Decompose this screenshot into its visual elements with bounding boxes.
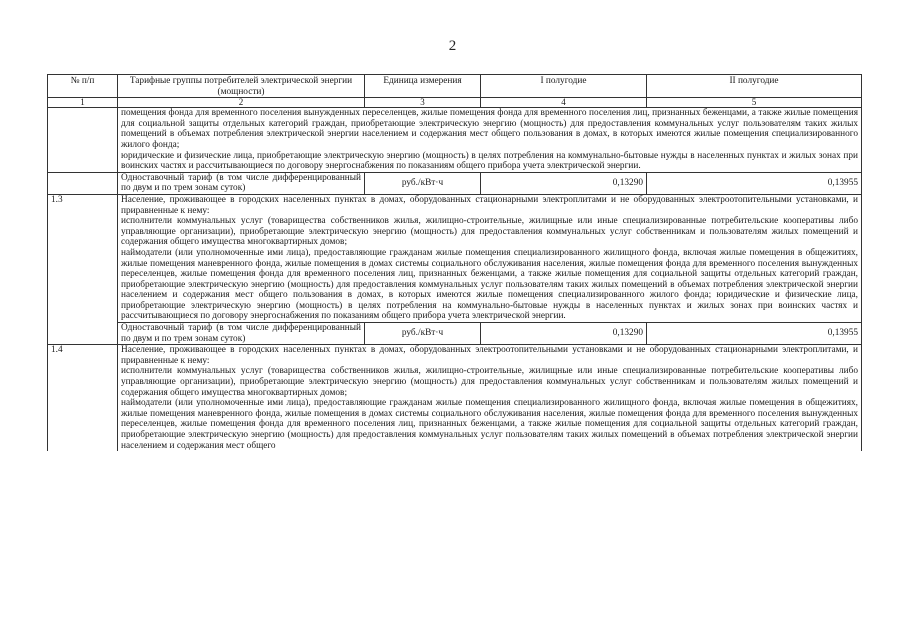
tariff-name: Одноставочный тариф (в том числе дифференцированный по двум и по трем зонам суток) [118,323,365,345]
description-paragraph: Население, проживающее в городских населенных пунктах в домах, оборудованных электроотопительными установками и не оборудованных стационарными электроплитами, и приравненные к нему: [121,345,858,366]
description-paragraph: наймодатели (или уполномоченные ими лица), предоставляющие гражданам жилые помещения специализированного жилищного фонда, включая жилые помещения в общежитиях, жилые помещения маневренного фонда, жилые помещения в домах системы социального обслуживания населения, жилые помещения фонда для временного поселения вынужденных переселенцев, жилые помещения фонда для временного поселения лиц, признанных беженцами, а также жилые помещения для социальной защиты отдельных категорий граждан, приобретающие электрическую энергию (мощность) для предоставления коммунальных услуг пользователям таких жилых помещений в объемах потребления электрической энергии населением и содержания мест общего [121,398,858,451]
description-paragraph: исполнители коммунальных услуг (товарищества собственников жилья, жилищно-строительные, жилищные или иные специализированные потребительские кооперативы либо управляющие организации), приобретающие электрическую энергию (мощность) для предоставления коммунальных услуг собственникам и пользователям жилых помещений и содержания общего имущества многоквартирных домов; [121,216,858,248]
header-row [48,75,862,98]
continuation-tariff-row [48,172,862,194]
description-paragraph: наймодатели (или уполномоченные ими лица), предоставляющие гражданам жилые помещения специализированного жилищного фонда, включая жилые помещения в общежитиях, жилые помещения маневренного фонда, жилые помещения в домах системы социального обслуживания населения, жилые помещения фонда для временного поселения вынужденных переселенцев, жилые помещения фонда для временного поселения лиц, признанных беженцами, а также жилые помещения для социальной защиты отдельных категорий граждан, приобретающие электрическую энергию (мощность) для предоставления коммунальных услуг пользователям таких жилых помещений в объемах потребления электрической энергии населением и содержания мест общего пользования в домах, в которых имеются жилые помещения специализированного жилого фонда; юридические и физические лица, приобретающие электрическую энергию (мощность) в целях потребления на коммунально-бытовые нужды в населенных пунктах и жилых зонах при воинских частях и рассчитывающиеся по договору энергоснабжения по показаниям общего прибора учета электрической энергии. [121,247,858,322]
section-1-3-description-row [48,194,862,322]
first-half-value: 0,13290 [481,172,647,194]
empty-number-cell [48,108,118,173]
section-1-4-description [118,345,862,451]
header-unit: Единица измерения [365,75,481,98]
second-half-value: 0,13955 [647,172,862,194]
column-number: 4 [481,98,647,108]
page-number: 2 [448,38,457,54]
header-consumer-groups: Тарифные группы потребителей электрической энергии (мощности) [118,75,365,98]
description-paragraph: юридические и физические лица, приобретающие электрическую энергию (мощность) в целях потребления на коммунально-бытовые нужды в населенных пунктах и жилых зонах при воинских частях и рассчитывающиеся по договору энергоснабжения по показаниям общего прибора учета электрической энергии. [121,150,858,172]
description-paragraph: исполнители коммунальных услуг (товарищества собственников жилья, жилищно-строительные, жилищные или иные специализированные потребительские кооперативы либо управляющие организации), приобретающие электрическую энергию (мощность) для предоставления коммунальных услуг собственникам и пользователям жилых помещений и содержания общего имущества многоквартирных домов; [121,366,858,398]
header-number: № п/п [48,75,118,98]
section-1-3-tariff-row [48,323,862,345]
section-1-4-description-row [48,345,862,451]
first-half-value: 0,13290 [481,323,647,345]
description-paragraph: Население, проживающее в городских населенных пунктах в домах, оборудованных стационарными электроплитами и не оборудованных электроотопительными установками, и приравненные к нему: [121,194,858,216]
description-paragraph: помещения фонда для временного поселения вынужденных переселенцев, жилые помещения фонда для временного поселения лиц, признанных беженцами, а также жилые помещения для социальной защиты отдельных категорий граждан, приобретающие электрическую энергию (мощность) для предоставления коммунальных услуг пользователям таких жилых помещений в объемах потребления электрической энергии населением и содержания мест общего пользования в домах, в которых имеются жилые помещения специализированного жилого фонда; [121,108,858,150]
unit-cell: руб./кВт·ч [365,172,481,194]
row-number: 1.4 [48,345,118,451]
header-first-half: I полугодие [481,75,647,98]
tariff-table [47,74,862,451]
section-1-3-description [118,194,862,322]
column-number: 1 [48,98,118,108]
column-number: 5 [647,98,862,108]
row-number: 1.3 [48,194,118,344]
column-number: 3 [365,98,481,108]
column-number: 2 [118,98,365,108]
second-half-value: 0,13955 [647,323,862,345]
unit-cell: руб./кВт·ч [365,323,481,345]
continuation-description-row [48,108,862,173]
column-number-row [48,98,862,108]
empty-number-cell [48,172,118,194]
header-second-half: II полугодие [647,75,862,98]
tariff-name: Одноставочный тариф (в том числе дифференцированный по двум и по трем зонам суток) [118,172,365,194]
continuation-description [118,108,862,173]
